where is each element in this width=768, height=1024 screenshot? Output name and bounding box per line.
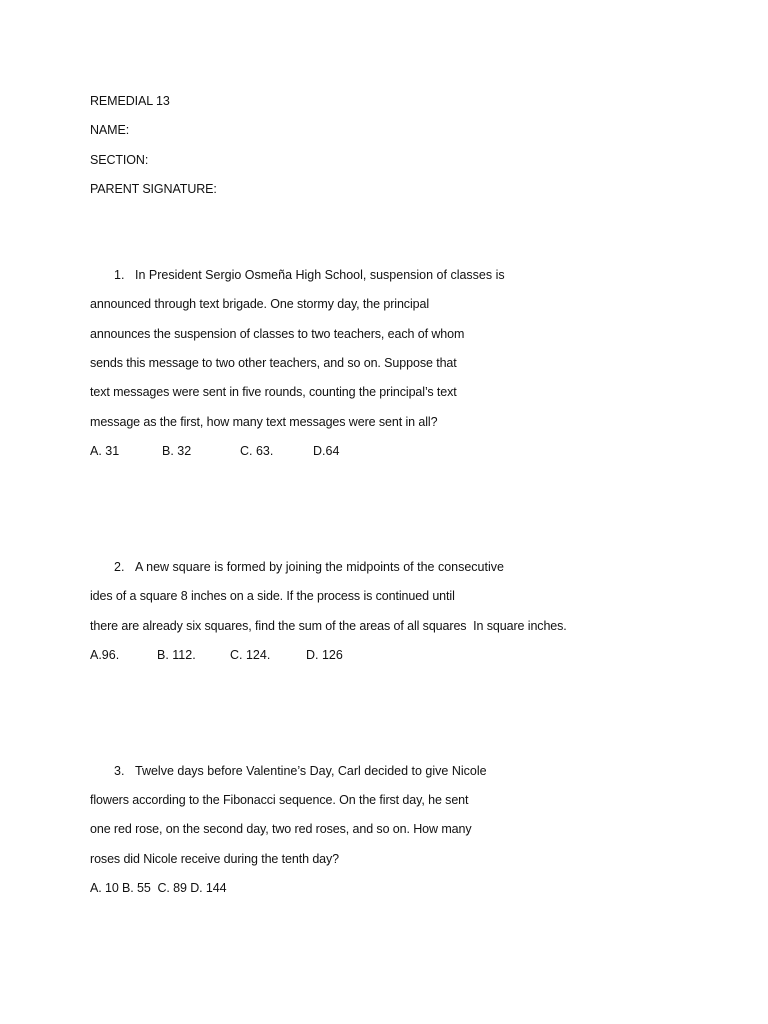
choice-b: B. 112. xyxy=(157,648,196,662)
question-number: 3. xyxy=(114,764,125,778)
question-line: In President Sergio Osmeña High School, suspension of classes is xyxy=(135,268,505,282)
question-line: ides of a square 8 inches on a side. If the process is continued until xyxy=(90,589,455,603)
question-line: there are already six squares, find the sum of the areas of all squares In square inches. xyxy=(90,619,567,633)
choice-a: A. 31 xyxy=(90,444,120,458)
question-line: Twelve days before Valentine’s Day, Carl decided to give Nicole xyxy=(135,764,487,778)
section-label: SECTION: xyxy=(90,153,149,167)
question-line: flowers according to the Fibonacci sequence. On the first day, he sent xyxy=(90,793,469,807)
question-line: message as the first, how many text messages were sent in all? xyxy=(90,415,438,429)
question-line: one red rose, on the second day, two red roses, and so on. How many xyxy=(90,822,472,836)
question-line: text messages were sent in five rounds, counting the principal’s text xyxy=(90,385,457,399)
name-label: NAME: xyxy=(90,123,130,137)
question-number: 1. xyxy=(114,268,125,282)
document-title: REMEDIAL 13 xyxy=(90,94,170,108)
question-line: sends this message to two other teachers, and so on. Suppose that xyxy=(90,356,457,370)
parent-signature-label: PARENT SIGNATURE: xyxy=(90,182,217,196)
question-number: 2. xyxy=(114,560,125,574)
choice-c: C. 63. xyxy=(240,444,274,458)
question-line: announces the suspension of classes to two teachers, each of whom xyxy=(90,327,465,341)
question-line: announced through text brigade. One stormy day, the principal xyxy=(90,297,430,311)
choice-c: C. 124. xyxy=(230,648,271,662)
choice-d: D.64 xyxy=(313,444,340,458)
choice-d: D. 126 xyxy=(306,648,343,662)
question-line: roses did Nicole receive during the tenth day? xyxy=(90,852,340,866)
choice-a: A.96. xyxy=(90,648,120,662)
answer-choices: A. 10 B. 55 C. 89 D. 144 xyxy=(90,881,227,895)
choice-b: B. 32 xyxy=(162,444,192,458)
question-line: A new square is formed by joining the midpoints of the consecutive xyxy=(135,560,504,574)
